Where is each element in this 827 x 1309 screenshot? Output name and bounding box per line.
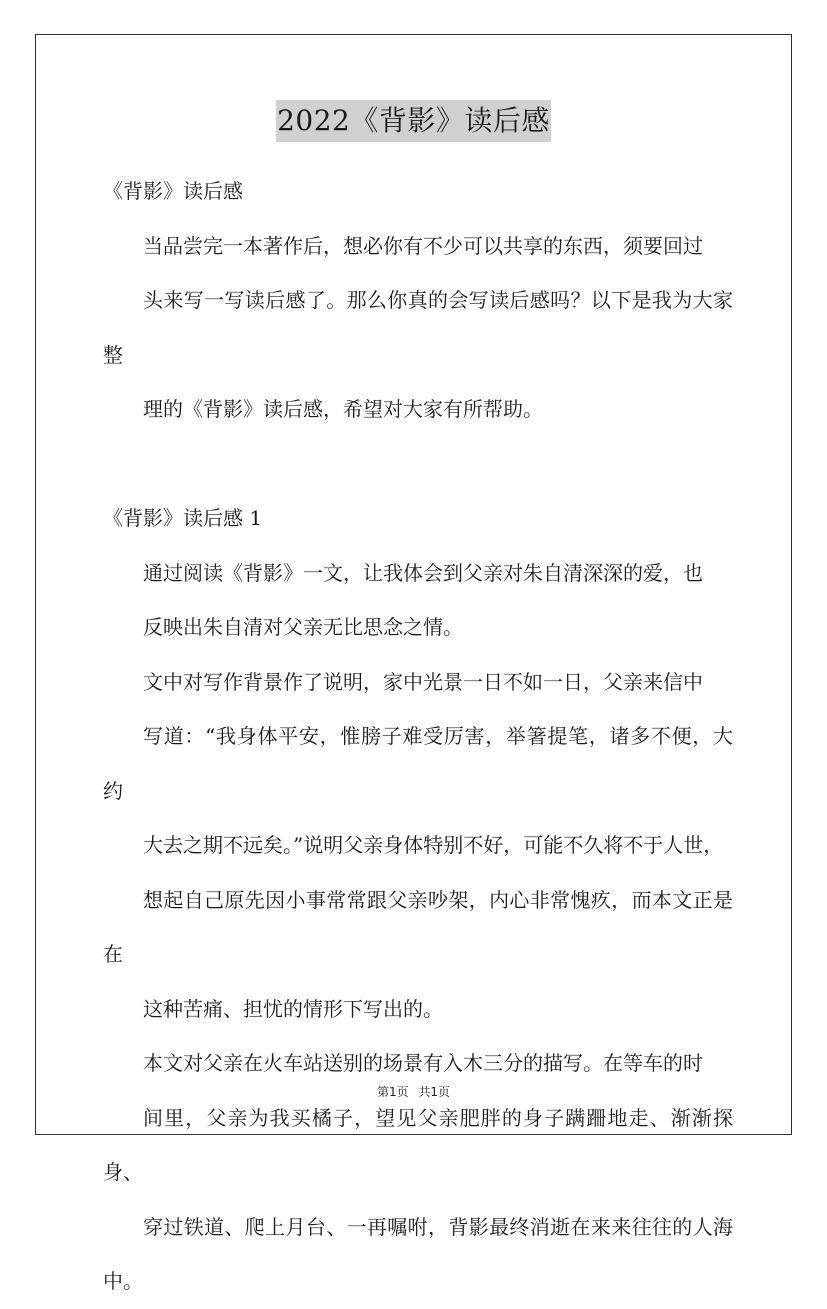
text-line: 当品尝完一本著作后，想必你有不少可以共享的东西，须要回过 (143, 233, 703, 258)
text-line: 大去之期不远矣。”说明父亲身体特别不好，可能不久将不于人世， (143, 833, 724, 857)
text-line: 理的《背影》读后感，希望对大家有所帮助。 (143, 397, 543, 421)
section-heading (103, 491, 733, 546)
body-paragraph (103, 219, 733, 437)
page-footer (0, 1083, 827, 1100)
title-container (0, 100, 827, 142)
text-line: 《背影》读后感 (103, 179, 243, 203)
text-line: 间里，父亲为我买橘子，望见父亲肥胖的身子蹒跚地走、渐渐探身、 (103, 1105, 733, 1184)
body-paragraph (103, 655, 733, 1037)
paragraph-spacer (103, 437, 733, 492)
text-line: 想起自己原先因小事常常跟父亲吵架，内心非常愧疚，而本文正是在 (103, 887, 733, 966)
text-line: 这种苦痛、担忧的情形下写出的。 (143, 996, 443, 1021)
text-line: 反映出朱自清对父亲无比思念之情。 (143, 615, 463, 639)
section-heading (103, 164, 733, 219)
text-line: 头来写一写读后感了。那么你真的会写读后感吗？以下是我为大家整 (103, 288, 733, 367)
document-body (103, 164, 733, 1309)
text-line: 本文对父亲在火车站送别的场景有入木三分的描写。在等车的时 (143, 1051, 703, 1075)
text-line: 写道：“我身体平安，惟膀子难受厉害，举箸提笔，诸多不便，大约 (103, 724, 733, 803)
text-line: 《背影》读后感 1 (103, 506, 263, 530)
body-paragraph (103, 1036, 733, 1309)
text-line: 穿过铁道、爬上月台、一再嘱咐，背影最终消逝在来来往往的人海中。 (103, 1214, 733, 1293)
document-title: 2022《背影》读后感 (276, 100, 551, 142)
text-line: 通过阅读《背影》一文，让我体会到父亲对朱自清深深的爱，也 (143, 560, 703, 585)
page-total: 共1页 (418, 1085, 451, 1099)
text-line: 文中对写作背景作了说明，家中光景一日不如一日，父亲来信中 (143, 669, 703, 694)
body-paragraph (103, 546, 733, 655)
page-number: 第1页 (376, 1085, 409, 1099)
